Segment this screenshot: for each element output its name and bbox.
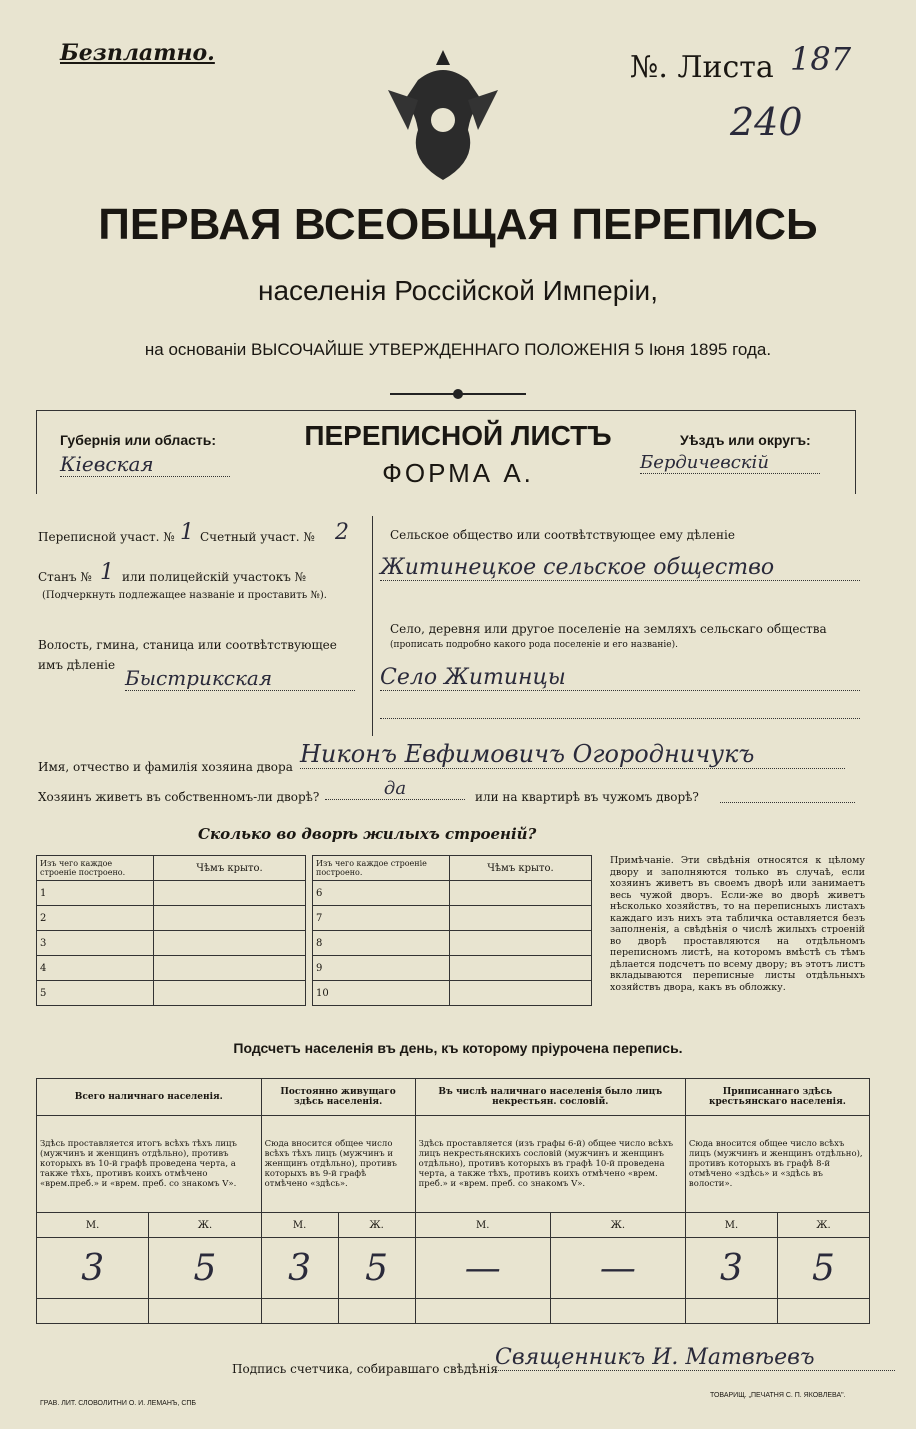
rented-line xyxy=(720,792,855,803)
row-number: 10 xyxy=(313,981,450,1006)
row-number: 6 xyxy=(313,881,450,906)
table-header-built: Изъ чего каждое строеніе построено. xyxy=(37,856,154,881)
header-female: Ж. xyxy=(149,1213,261,1238)
buildings-table-left xyxy=(36,855,306,1006)
ornament-divider xyxy=(390,386,526,400)
province-label: Губернія или область: xyxy=(60,432,217,448)
owner-label: Имя, отчество и фамилія хозяина двора xyxy=(38,760,293,774)
table-cell xyxy=(154,881,306,906)
value-cell: 5 xyxy=(777,1238,869,1299)
stan-value: 1 xyxy=(100,560,114,585)
province-value: Кіевская xyxy=(60,452,230,477)
row-number: 8 xyxy=(313,931,450,956)
table-cell xyxy=(450,906,592,931)
stan-label: Станъ № xyxy=(38,570,92,584)
header-male: М. xyxy=(415,1213,550,1238)
table-cell xyxy=(154,931,306,956)
value-cell: 3 xyxy=(261,1238,338,1299)
sheet-number-value: 187 xyxy=(790,40,852,78)
district-value: Бердичевскій xyxy=(640,452,820,474)
row-number: 9 xyxy=(313,956,450,981)
counting-section-label: Счетный участ. № xyxy=(200,530,315,544)
header-male: М. xyxy=(261,1213,338,1238)
header-female: Ж. xyxy=(550,1213,685,1238)
page-subtitle: населенія Россійской Имперіи, xyxy=(258,275,658,306)
population-table xyxy=(36,1078,870,1324)
header-male: М. xyxy=(37,1213,149,1238)
table-cell xyxy=(450,881,592,906)
table-cell xyxy=(338,1299,415,1324)
census-section-label: Переписной участ. № xyxy=(38,530,175,544)
district-label: Уѣздъ или округъ: xyxy=(680,432,811,448)
table-cell xyxy=(37,1299,149,1324)
row-number: 7 xyxy=(313,906,450,931)
desc-registered: Сюда вносится общее число всѣхъ лицъ (мужчинъ и женщинъ отдѣльно), противъ которыхъ въ графѣ 8-й отмѣчено «здѣсь» и «здѣсь въ волости». xyxy=(685,1116,869,1213)
row-number: 3 xyxy=(37,931,154,956)
sheet-number-label: №. Листа xyxy=(630,50,774,85)
eagle-emblem-icon xyxy=(378,40,508,190)
table-cell xyxy=(154,956,306,981)
table-cell xyxy=(777,1299,869,1324)
desc-resident: Сюда вносится общее число всѣхъ тѣхъ лицъ (мужчинъ и женщинъ отдѣльно), противъ которыхъ въ 9-й графѣ отмѣчено «здѣсь». xyxy=(261,1116,415,1213)
village-extra-line xyxy=(380,712,860,719)
printer-left: ГРАВ. ЛИТ. СЛОВОЛИТНИ О. И. ЛЕМАНЪ, СПБ xyxy=(40,1400,197,1407)
counting-section-value: 2 xyxy=(335,520,349,545)
value-cell: — xyxy=(550,1238,685,1299)
own-yard-label: Хозяинъ живетъ въ собственномъ-ли дворѣ? xyxy=(38,790,320,804)
census-section-value: 1 xyxy=(180,520,194,545)
rural-society-value: Житинецкое сельское общество xyxy=(380,555,860,581)
form-title: ПЕРЕПИСНОЙ ЛИСТЪ xyxy=(304,420,612,451)
desc-non-peasant: Здѣсь проставляется (изъ графы 6-й) общее число всѣхъ лицъ некрестьянскихъ сословій (мужчинъ и женщинъ отдѣльно), противъ которыхъ въ графѣ 10-й проведена черта, а также тѣхъ, противъ коихъ отмѣчено «врем. преб.» и «врем. преб. со знакомъ V». xyxy=(415,1116,685,1213)
signature-value: Священникъ И. Матвѣевъ xyxy=(495,1345,895,1371)
sheet-number-corrected: 240 xyxy=(730,100,803,144)
table-header-roof: Чѣмъ крыто. xyxy=(154,856,306,881)
population-title: Подсчетъ населенія въ день, къ которому пріурочена перепись. xyxy=(233,1040,683,1056)
col-non-peasant: Въ числѣ наличнаго населенія было лицъ некрестьян. сословій. xyxy=(415,1079,685,1116)
underline-note: (Подчеркнуть подлежащее названіе и проставить №). xyxy=(42,590,327,601)
row-number: 1 xyxy=(37,881,154,906)
table-cell xyxy=(149,1299,261,1324)
table-cell xyxy=(154,981,306,1006)
table-cell xyxy=(261,1299,338,1324)
rural-society-label: Сельское общество или соотвѣтствующее ему дѣленіе xyxy=(390,528,735,542)
col-present: Всего наличнаго населенія. xyxy=(37,1079,262,1116)
value-cell: 3 xyxy=(37,1238,149,1299)
table-cell xyxy=(685,1299,777,1324)
table-cell xyxy=(154,906,306,931)
buildings-table-right xyxy=(312,855,592,1006)
table-header-roof: Чѣмъ крыто. xyxy=(450,856,592,881)
value-cell: — xyxy=(415,1238,550,1299)
village-label: Село, деревня или другое поселеніе на земляхъ сельскаго общества xyxy=(390,622,827,636)
desc-present: Здѣсь проставляется итогъ всѣхъ тѣхъ лицъ (мужчинъ и женщинъ отдѣльно), противъ которыхъ въ 10-й графѣ проведена черта, а также тѣхъ, противъ коихъ отмѣчено «врем.преб.» и «врем. преб. со знакомъ V». xyxy=(37,1116,262,1213)
table-cell xyxy=(550,1299,685,1324)
form-subtitle: ФОРМА А. xyxy=(382,458,534,488)
owner-name: Никонъ Евфимовичъ Огородничукъ xyxy=(300,740,845,769)
legal-basis: на основаніи ВЫСОЧАЙШЕ УТВЕРЖДЕННАГО ПОЛОЖЕНІЯ 5 Іюня 1895 года. xyxy=(144,340,772,359)
village-value: Село Житинцы xyxy=(380,665,860,691)
table-cell xyxy=(450,931,592,956)
page-title: ПЕРВАЯ ВСЕОБЩАЯ ПЕРЕПИСЬ xyxy=(98,200,818,249)
own-yard-value: да xyxy=(325,778,465,800)
free-label: Безплатно. xyxy=(60,40,215,66)
row-number: 4 xyxy=(37,956,154,981)
header-female: Ж. xyxy=(777,1213,869,1238)
printer-right: ТОВАРИЩ. „ПЕЧАТНЯ С. П. ЯКОВЛЕВА". xyxy=(710,1392,846,1399)
table-header-built: Изъ чего каждое строеніе построено. xyxy=(313,856,450,881)
column-divider xyxy=(372,516,373,736)
value-cell: 3 xyxy=(685,1238,777,1299)
row-number: 5 xyxy=(37,981,154,1006)
row-number: 2 xyxy=(37,906,154,931)
table-cell xyxy=(415,1299,550,1324)
police-label: или полицейскій участокъ № xyxy=(122,570,307,584)
header-female: Ж. xyxy=(338,1213,415,1238)
buildings-note: Примѣчаніе. Эти свѣдѣнія относятся к цѣлому двору и заполняются только въ случаѣ, если хозяинъ живетъ въ своемъ дворѣ или занимаетъ весь чужой дворъ. Если-же во дворѣ живетъ нѣсколько хозяйствъ, то на переписныхъ листахъ каждаго изъ нихъ эта табличка оставляется безъ заполненія, а свѣдѣнія о числѣ жилыхъ строеній во дворѣ проставляются на отдѣльномъ переписномъ листѣ, на которомъ вмѣстѣ съ тѣмъ дѣлается подсчетъ по всему двору; въ этотъ листъ вкладываются переписные листы отдѣльныхъ хозяйствъ двора, какъ въ обложку. xyxy=(610,855,865,993)
table-cell xyxy=(450,981,592,1006)
rented-label: или на квартирѣ въ чужомъ дворѣ? xyxy=(475,790,699,804)
value-cell: 5 xyxy=(338,1238,415,1299)
table-cell xyxy=(450,956,592,981)
col-resident: Постоянно живущаго здѣсь населенія. xyxy=(261,1079,415,1116)
volost-label: Волость, гмина, станица или соотвѣтствующее имъ дѣленіе xyxy=(38,638,337,672)
buildings-question: Сколько во дворѣ жилыхъ строеній? xyxy=(198,825,537,843)
village-note: (прописать подробно какого рода поселеніе и его названіе). xyxy=(390,640,678,650)
value-cell: 5 xyxy=(149,1238,261,1299)
header-male: М. xyxy=(685,1213,777,1238)
signature-label: Подпись счетчика, собиравшаго свѣдѣнія xyxy=(232,1362,498,1376)
volost-value: Быстрикская xyxy=(125,666,355,691)
col-registered: Приписаннаго здѣсь крестьянскаго населенія. xyxy=(685,1079,869,1116)
